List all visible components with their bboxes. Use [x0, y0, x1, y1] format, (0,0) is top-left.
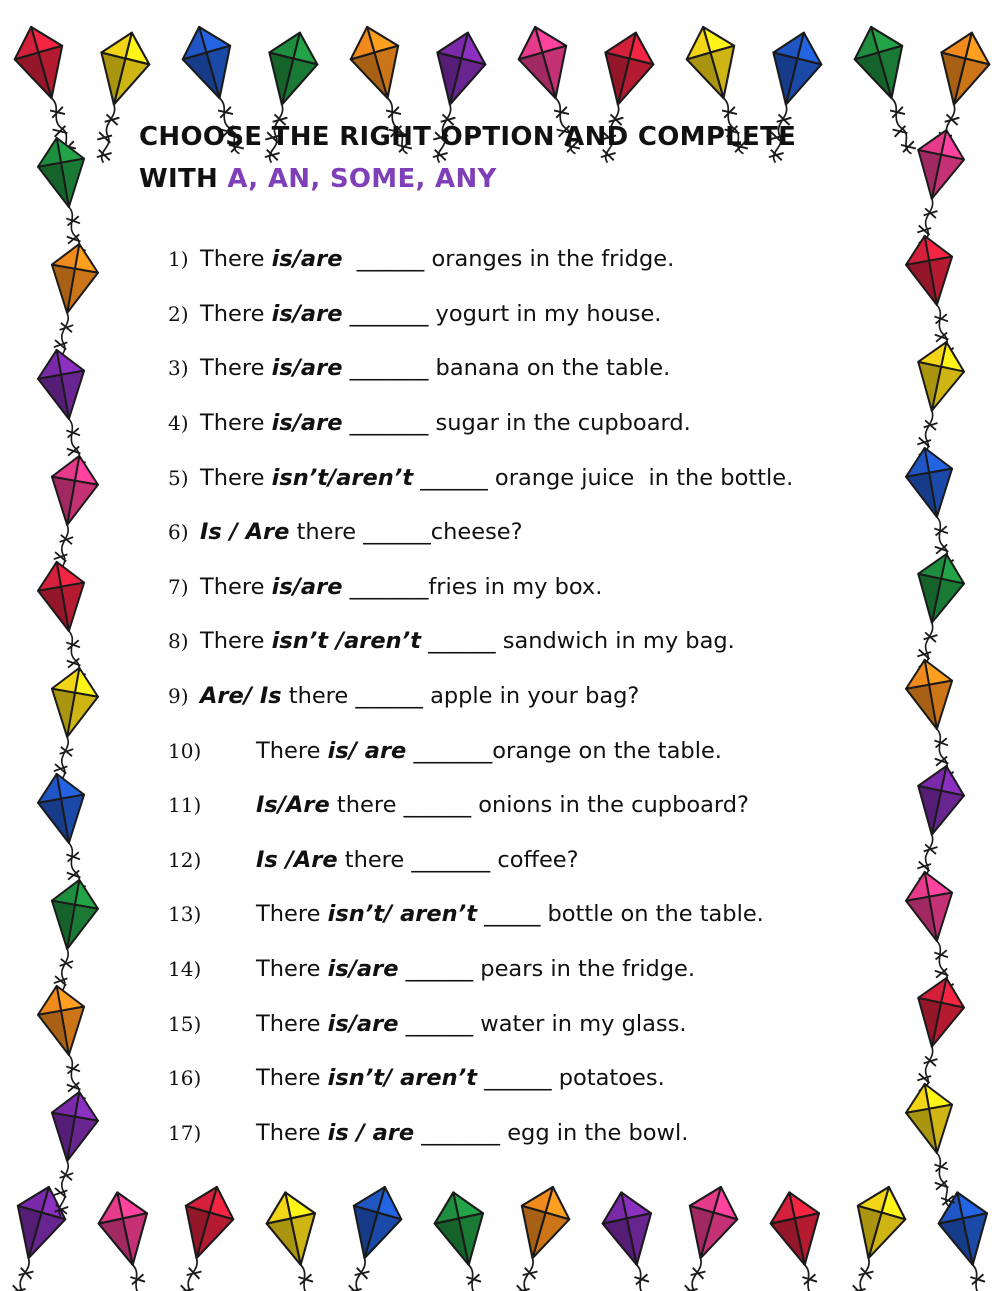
kite-icon	[7, 20, 91, 161]
exercise-number: 2)	[168, 301, 189, 326]
verb-options: isn’t/ aren’t	[327, 1065, 477, 1092]
verb-options: is/are	[271, 300, 343, 327]
exercise-sentence	[200, 355, 670, 381]
exercise-item	[168, 1051, 888, 1106]
exercise-number: 6)	[168, 520, 189, 545]
exercise-item	[168, 560, 888, 615]
kite-icon	[34, 346, 102, 478]
exercise-sentence	[200, 628, 735, 654]
exercise-sentence	[200, 519, 523, 545]
exercise-sentence	[256, 956, 695, 982]
sentence-rest: ______ water in my glass.	[398, 1010, 687, 1037]
exercise-sentence	[200, 246, 674, 272]
exercise-number: 3)	[168, 356, 189, 381]
kite-icon	[897, 761, 969, 894]
exercise-item	[168, 1106, 888, 1161]
exercise-item	[168, 505, 888, 560]
kite-icon	[34, 240, 102, 372]
sentence-start: There	[256, 956, 328, 983]
kite-icon	[897, 549, 969, 682]
kite-icon	[93, 1187, 169, 1291]
verb-options: isn’t/aren’t	[271, 464, 414, 491]
verb-options: is / are	[327, 1119, 415, 1146]
exercise-item	[168, 232, 888, 287]
exercise-sentence	[256, 792, 749, 818]
exercise-number: 12)	[168, 847, 202, 872]
verb-options: is/are	[327, 956, 399, 983]
kite-icon	[902, 232, 970, 364]
kite-icon	[902, 444, 970, 576]
kite-icon	[897, 337, 969, 470]
kite-icon	[902, 1080, 970, 1212]
kite-icon	[261, 1187, 337, 1291]
exercise-sentence	[200, 574, 602, 600]
sentence-rest: there ______ apple in your bag?	[281, 683, 640, 710]
sentence-start: There	[256, 1119, 328, 1146]
exercise-item	[168, 341, 888, 396]
sentence-start: There	[256, 901, 328, 928]
exercise-item	[168, 778, 888, 833]
exercise-sentence	[256, 738, 722, 764]
verb-options: is/ are	[327, 737, 407, 764]
exercise-item	[168, 450, 888, 505]
exercise-item	[168, 723, 888, 778]
verb-options: is/are	[271, 355, 343, 382]
verb-options: is/are	[271, 410, 343, 437]
exercise-item	[168, 396, 888, 451]
exercise-item	[168, 614, 888, 669]
verb-options: Is/Are	[256, 792, 330, 819]
kite-icon	[157, 1180, 241, 1291]
exercise-item	[168, 833, 888, 888]
sentence-start: There	[200, 246, 272, 273]
exercise-sentence	[256, 1120, 688, 1146]
verb-options: isn’t/ aren’t	[327, 901, 477, 928]
verb-options: is/are	[327, 1010, 399, 1037]
sentence-rest: _______ yogurt in my house.	[342, 300, 662, 327]
sentence-start: There	[200, 628, 272, 655]
kite-icon	[325, 1180, 409, 1291]
exercise-number: 10)	[168, 738, 202, 763]
sentence-start: There	[256, 1010, 328, 1037]
exercise-item	[168, 942, 888, 997]
exercise-number: 11)	[168, 793, 202, 818]
kite-icon	[34, 452, 102, 584]
sentence-rest: there _______ coffee?	[337, 846, 579, 873]
kite-icon	[34, 876, 102, 1008]
kite-icon	[933, 1187, 1000, 1291]
exercise-sentence	[200, 465, 793, 491]
kite-icon	[429, 1187, 505, 1291]
exercise-number: 5)	[168, 465, 189, 490]
sentence-rest: there ______cheese?	[289, 519, 523, 546]
kite-icon	[34, 664, 102, 796]
sentence-start: There	[200, 355, 272, 382]
kite-icon	[661, 1180, 745, 1291]
exercise-number: 8)	[168, 629, 189, 654]
sentence-rest: ______ potatoes.	[476, 1065, 665, 1092]
exercise-sentence	[200, 301, 661, 327]
kite-icon	[829, 1180, 913, 1291]
exercise-number: 9)	[168, 684, 189, 709]
title-line-2	[139, 158, 879, 200]
title-with-label: WITH	[139, 164, 228, 194]
exercise-sentence	[200, 410, 691, 436]
exercise-sentence	[256, 1065, 665, 1091]
sentence-rest: ______ oranges in the fridge.	[342, 246, 675, 273]
sentence-rest: ______ pears in the fridge.	[398, 956, 696, 983]
sentence-rest: ______ orange juice in the bottle.	[413, 464, 794, 491]
exercise-number: 4)	[168, 411, 189, 436]
exercise-item	[168, 887, 888, 942]
verb-options: Are/ Is	[200, 683, 282, 710]
kite-icon	[493, 1180, 577, 1291]
exercise-number: 16)	[168, 1066, 202, 1091]
kite-icon	[902, 656, 970, 788]
sentence-start: There	[200, 300, 272, 327]
exercise-sentence	[256, 901, 764, 927]
exercise-sentence	[256, 1011, 687, 1037]
verb-options: is/are	[271, 573, 343, 600]
verb-options: Is /Are	[256, 846, 338, 873]
kite-icon	[902, 868, 970, 1000]
title-line-1: CHOOSE THE RIGHT OPTION AND COMPLETE	[139, 122, 797, 152]
kite-icon	[897, 125, 969, 258]
sentence-rest: _______ sugar in the cupboard.	[342, 410, 691, 437]
kite-icon	[897, 973, 969, 1106]
kite-icon	[0, 1180, 73, 1291]
sentence-start: There	[256, 1065, 328, 1092]
exercise-number: 7)	[168, 574, 189, 599]
kite-icon	[765, 1187, 841, 1291]
exercise-number: 15)	[168, 1011, 202, 1036]
sentence-rest: _______ egg in the bowl.	[414, 1119, 689, 1146]
kite-icon	[34, 982, 102, 1114]
kite-icon	[597, 1187, 673, 1291]
sentence-rest: _______fries in my box.	[342, 573, 603, 600]
exercise-number: 14)	[168, 957, 202, 982]
sentence-start: There	[200, 573, 272, 600]
exercise-number: 13)	[168, 902, 202, 927]
exercise-sentence	[200, 683, 639, 709]
exercise-item	[168, 287, 888, 342]
kite-icon	[34, 770, 102, 902]
exercise-item	[168, 996, 888, 1051]
verb-options: Is / Are	[200, 519, 290, 546]
exercise-sentence	[256, 847, 579, 873]
exercise-number: 1)	[168, 247, 189, 272]
exercise-item	[168, 669, 888, 724]
sentence-rest: _______ banana on the table.	[342, 355, 671, 382]
exercise-number: 17)	[168, 1120, 202, 1145]
sentence-start: There	[200, 464, 272, 491]
title-options: A, AN, SOME, ANY	[227, 164, 497, 194]
verb-options: is/are	[271, 246, 343, 273]
sentence-rest: there ______ onions in the cupboard?	[329, 792, 749, 819]
sentence-start: There	[200, 410, 272, 437]
sentence-rest: _______orange on the table.	[406, 737, 722, 764]
worksheet-title	[139, 116, 879, 200]
sentence-rest: ______ sandwich in my bag.	[420, 628, 735, 655]
exercise-list	[168, 232, 888, 1160]
kite-icon	[34, 558, 102, 690]
sentence-rest: _____ bottle on the table.	[476, 901, 764, 928]
kite-icon	[34, 134, 102, 266]
verb-options: isn’t /aren’t	[271, 628, 421, 655]
sentence-start: There	[256, 737, 328, 764]
